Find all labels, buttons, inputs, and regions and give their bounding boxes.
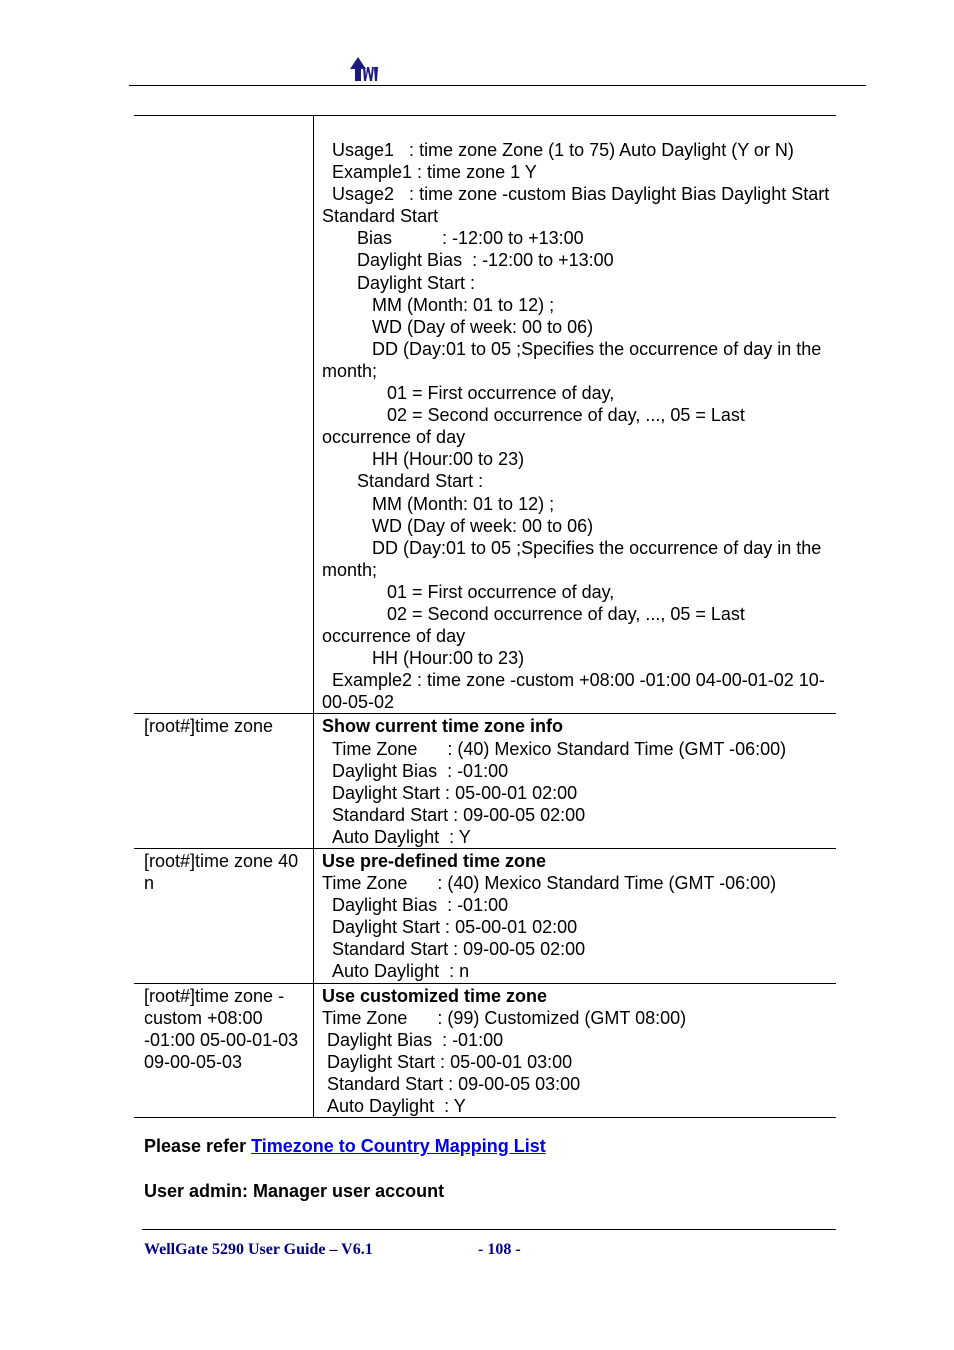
description-line: Use pre-defined time zone xyxy=(322,851,547,871)
description-line: WD (Day of week: 00 to 06) xyxy=(322,515,594,536)
description-line: Time Zone : (99) Customized (GMT 08:00) xyxy=(322,1007,687,1028)
description-cell xyxy=(314,116,837,714)
description-line: Daylight Start : xyxy=(322,272,476,293)
description-line: Standard Start : 09-00-05 03:00 xyxy=(322,1073,581,1094)
description-line: MM (Month: 01 to 12) ; xyxy=(322,294,555,315)
description-line: Standard Start : xyxy=(322,471,484,492)
description-line: 02 = Second occurrence of day, ..., 05 = Last occurrence of day xyxy=(322,603,750,647)
description-line: Example2 : time zone -custom +08:00 -01:00 04-00-01-02 10-00-05-02 xyxy=(322,670,825,713)
description-line: HH (Hour:00 to 23) xyxy=(322,449,525,470)
wellgate-logo-icon xyxy=(348,55,380,83)
command-cell: [root#]time zone -custom +08:00 -01:00 05-00-01-03 09-00-05-03 xyxy=(134,983,314,1118)
command-cell xyxy=(134,116,314,714)
command-cell: [root#]time zone xyxy=(134,714,314,849)
description-line: DD (Day:01 to 05 ;Specifies the occurrence of day in the month; xyxy=(322,537,827,580)
description-line: Usage2 : time zone -custom Bias Daylight Bias Daylight Start Standard Start xyxy=(322,184,835,227)
description-line: WD (Day of week: 00 to 06) xyxy=(322,316,594,337)
description-cell xyxy=(314,714,837,849)
header-rule xyxy=(129,85,866,86)
command-cell: [root#]time zone 40 n xyxy=(134,849,314,984)
footer-title: WellGate 5290 User Guide – V6.1 xyxy=(144,1241,373,1258)
description-cell xyxy=(314,983,837,1118)
description-cell xyxy=(314,849,837,984)
section-heading-user-admin: User admin: Manager user account xyxy=(144,1181,445,1201)
description-line: Example1 : time zone 1 Y xyxy=(322,162,537,183)
description-line: 02 = Second occurrence of day, ..., 05 = Last occurrence of day xyxy=(322,405,750,448)
description-line: Auto Daylight : Y xyxy=(322,826,471,847)
description-line: MM (Month: 01 to 12) ; xyxy=(322,493,555,514)
description-line: DD (Day:01 to 05 ;Specifies the occurrence of day in the month; xyxy=(322,338,827,381)
description-line: Daylight Bias : -01:00 xyxy=(322,895,509,916)
description-line: Time Zone : (40) Mexico Standard Time (GMT -06:00) xyxy=(322,738,787,759)
page-number: - 108 - xyxy=(478,1241,521,1258)
description-line: 01 = First occurrence of day, xyxy=(322,581,615,602)
description-line: Time Zone : (40) Mexico Standard Time (GMT -06:00) xyxy=(322,873,777,894)
footer-rule xyxy=(142,1229,836,1230)
description-line: HH (Hour:00 to 23) xyxy=(322,648,525,669)
table-row xyxy=(134,849,836,984)
description-line: 01 = First occurrence of day, xyxy=(322,383,615,404)
description-line: Daylight Start : 05-00-01 02:00 xyxy=(322,782,578,803)
description-line: Auto Daylight : Y xyxy=(322,1096,466,1117)
description-line: Bias : -12:00 to +13:00 xyxy=(322,228,584,249)
description-line: Standard Start : 09-00-05 02:00 xyxy=(322,939,586,960)
description-line: Usage1 : time zone Zone (1 to 75) Auto Daylight (Y or N) xyxy=(322,140,794,160)
description-line: Use customized time zone xyxy=(322,985,548,1006)
refer-note xyxy=(144,1136,546,1157)
description-line: Show current time zone info xyxy=(322,716,564,737)
page-footer xyxy=(144,1241,521,1259)
description-line: Standard Start : 09-00-05 02:00 xyxy=(322,804,586,825)
timezone-mapping-link[interactable]: Timezone to Country Mapping List xyxy=(251,1136,546,1156)
description-line: Auto Daylight : n xyxy=(322,961,470,982)
command-table xyxy=(134,115,836,1118)
description-line: Daylight Bias : -01:00 xyxy=(322,760,509,781)
description-line: Daylight Start : 05-00-01 03:00 xyxy=(322,1051,573,1072)
description-line: Daylight Bias : -12:00 to +13:00 xyxy=(322,250,614,271)
refer-prefix: Please refer xyxy=(144,1136,252,1156)
table-row xyxy=(134,983,836,1118)
description-line: Daylight Start : 05-00-01 02:00 xyxy=(322,917,578,938)
table-row xyxy=(134,116,836,714)
table-row xyxy=(134,714,836,849)
description-line: Daylight Bias : -01:00 xyxy=(322,1029,504,1050)
